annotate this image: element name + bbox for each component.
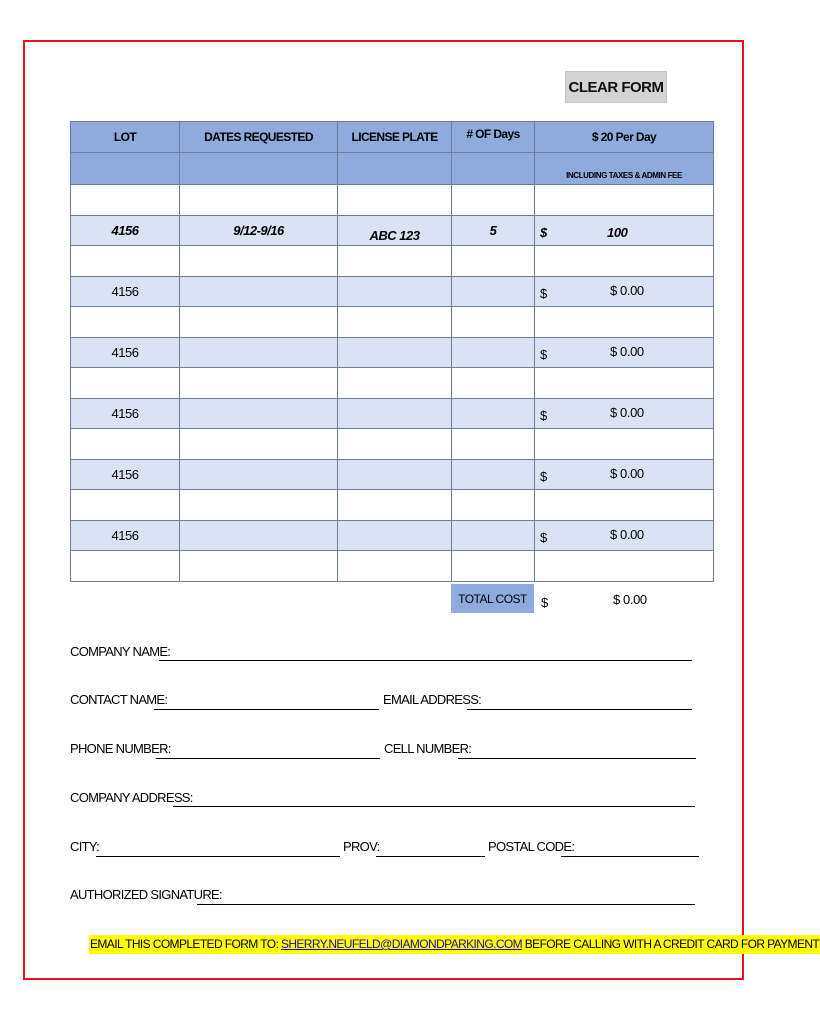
row-amount: $ $ 0.00 <box>535 276 714 307</box>
header-plate: LICENSE PLATE <box>338 122 452 153</box>
signature-field[interactable] <box>197 904 695 905</box>
row-amount: $ $ 0.00 <box>535 459 714 490</box>
phone-number-label: PHONE NUMBER: <box>70 741 171 756</box>
header-days: # OF Days <box>452 122 535 153</box>
row-lot[interactable]: 4156 <box>71 459 180 490</box>
row-lot[interactable]: 4156 <box>71 276 180 307</box>
prov-field[interactable] <box>376 856 485 857</box>
row-amount: $ $ 0.00 <box>535 520 714 551</box>
signature-label: AUTHORIZED SIGNATURE: <box>70 887 222 902</box>
table-row <box>71 368 714 399</box>
table-row <box>71 185 714 216</box>
table-row <box>71 429 714 460</box>
row-amount: $ $ 0.00 <box>535 337 714 368</box>
company-name-field[interactable] <box>159 660 692 661</box>
table-row <box>71 246 714 277</box>
city-label: CITY: <box>70 839 100 854</box>
sample-dates: 9/12-9/16 <box>180 215 338 246</box>
table-row <box>71 337 714 368</box>
table-row <box>71 398 714 429</box>
header-rate-note: INCLUDING TAXES & ADMIN FEE <box>535 153 714 185</box>
table-row <box>71 520 714 551</box>
sample-amount: $ 100 <box>535 215 714 246</box>
clear-form-button[interactable]: CLEAR FORM <box>565 71 667 103</box>
sample-plate: ABC 123 <box>338 215 452 246</box>
phone-number-field[interactable] <box>156 758 380 759</box>
sample-lot: 4156 <box>71 215 180 246</box>
table-row <box>71 307 714 338</box>
postal-code-field[interactable] <box>561 856 699 857</box>
email-notice: EMAIL THIS COMPLETED FORM TO: SHERRY.NEUFELD@DIAMONDPARKING.COM BEFORE CALLING WITH A CREDIT CARD FOR PAYMENT <box>89 935 820 954</box>
row-lot[interactable]: 4156 <box>71 398 180 429</box>
row-lot[interactable]: 4156 <box>71 337 180 368</box>
table-header-row <box>71 122 714 153</box>
company-address-label: COMPANY ADDRESS: <box>70 790 193 805</box>
table-row <box>71 276 714 307</box>
header-dates: DATES REQUESTED <box>180 122 338 153</box>
cell-number-field[interactable] <box>458 758 696 759</box>
row-amount: $ $ 0.00 <box>535 398 714 429</box>
table-row <box>71 490 714 521</box>
prov-label: PROV: <box>343 839 380 854</box>
table-row <box>71 551 714 582</box>
contact-name-label: CONTACT NAME: <box>70 692 168 707</box>
sample-days: 5 <box>452 215 535 246</box>
table-row <box>71 459 714 490</box>
postal-code-label: POSTAL CODE: <box>488 839 575 854</box>
header-rate: $ 20 Per Day <box>535 122 714 153</box>
company-name-label: COMPANY NAME: <box>70 644 171 659</box>
contact-name-field[interactable] <box>154 709 379 710</box>
table-subheader-row <box>71 153 714 185</box>
cell-number-label: CELL NUMBER: <box>384 741 472 756</box>
city-field[interactable] <box>96 856 340 857</box>
total-cost-label: TOTAL COST <box>451 584 534 613</box>
row-lot[interactable]: 4156 <box>71 520 180 551</box>
email-address-field[interactable] <box>467 709 692 710</box>
total-currency: $ <box>541 595 549 610</box>
company-address-field[interactable] <box>173 806 695 807</box>
sample-row <box>71 215 714 246</box>
email-address-label: EMAIL ADDRESS: <box>383 692 482 707</box>
total-cost-value: $ 0.00 <box>613 592 647 607</box>
email-link[interactable]: SHERRY.NEUFELD@DIAMONDPARKING.COM <box>280 937 523 951</box>
parking-request-table <box>70 121 714 582</box>
header-lot: LOT <box>71 122 180 153</box>
